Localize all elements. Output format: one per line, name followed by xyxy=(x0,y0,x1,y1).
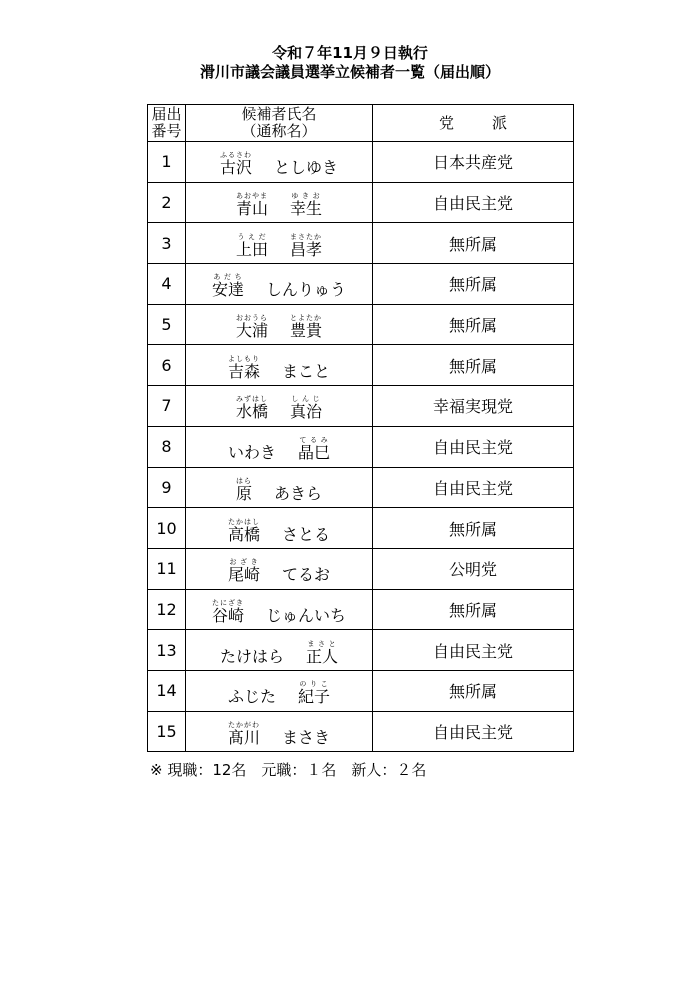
name-part: じゅんいち xyxy=(266,605,347,625)
name-part-with-furigana xyxy=(298,436,330,463)
table-row xyxy=(148,345,574,386)
candidate-table xyxy=(147,104,574,752)
candidate-party: 自由民主党 xyxy=(373,467,574,508)
name-part-with-furigana xyxy=(290,314,322,341)
candidate-number: 12 xyxy=(148,589,186,630)
table-row xyxy=(148,508,574,549)
name-part-with-furigana xyxy=(236,233,268,260)
header-name-top: 候補者氏名 xyxy=(241,105,317,123)
footnote: ※ 現職：12名 元職：１名 新人：２名 xyxy=(150,761,427,779)
name-part-with-furigana xyxy=(236,395,268,422)
name-part-with-furigana xyxy=(228,721,260,748)
furigana: はら xyxy=(235,476,252,485)
name-part-with-furigana xyxy=(228,518,260,545)
furigana: てるみ xyxy=(298,436,330,445)
name-part-with-furigana xyxy=(306,640,338,667)
candidate-party: 無所属 xyxy=(373,304,574,345)
candidate-party: 自由民主党 xyxy=(373,711,574,752)
table-row xyxy=(148,548,574,589)
header-party xyxy=(373,105,574,142)
candidate-party: 無所属 xyxy=(373,223,574,264)
name-kanji: 真治 xyxy=(290,402,323,422)
furigana: たかはし xyxy=(227,517,260,526)
name-part: てるお xyxy=(282,565,331,585)
candidate-number: 11 xyxy=(148,548,186,589)
furigana: おおうら xyxy=(235,314,268,323)
name-kanji: 古沢 xyxy=(219,158,252,178)
table-row xyxy=(148,264,574,305)
table-row xyxy=(148,304,574,345)
name-part: さとる xyxy=(282,524,331,544)
name-kanji: 安達 xyxy=(211,280,244,300)
candidate-name xyxy=(186,467,373,508)
name-part-with-furigana xyxy=(290,192,322,219)
candidate-number: 6 xyxy=(148,345,186,386)
election-date-title: 令和７年11月９日執行 xyxy=(272,44,428,62)
candidate-number: 5 xyxy=(148,304,186,345)
name-part: たけはら xyxy=(219,646,284,666)
table-header-row xyxy=(148,105,574,142)
furigana: ゆきお xyxy=(290,192,322,201)
name-part-with-furigana xyxy=(236,314,268,341)
name-part-with-furigana xyxy=(236,477,252,504)
candidate-party: 日本共産党 xyxy=(373,142,574,183)
candidate-name xyxy=(186,670,373,711)
candidate-party: 無所属 xyxy=(373,589,574,630)
name-part-with-furigana xyxy=(298,680,330,707)
candidate-party: 幸福実現党 xyxy=(373,386,574,427)
candidate-number: 13 xyxy=(148,630,186,671)
header-name xyxy=(186,105,373,142)
furigana: あおやま xyxy=(235,192,268,201)
candidate-name-wrap xyxy=(220,151,338,178)
candidate-number: 14 xyxy=(148,670,186,711)
candidate-party: 無所属 xyxy=(373,508,574,549)
furigana: まさと xyxy=(306,639,338,648)
name-kanji: 青山 xyxy=(235,199,268,219)
candidate-name-wrap xyxy=(212,599,346,626)
name-part-with-furigana xyxy=(228,355,260,382)
name-kanji: 吉森 xyxy=(227,361,260,381)
name-kanji: 豊貴 xyxy=(290,321,323,341)
name-part-with-furigana xyxy=(228,558,260,585)
name-part-with-furigana xyxy=(220,151,252,178)
header-number-top: 届出 xyxy=(151,105,182,123)
candidate-party: 自由民主党 xyxy=(373,426,574,467)
name-kanji: 髙川 xyxy=(227,727,260,747)
candidate-name xyxy=(186,264,373,305)
candidate-number: 9 xyxy=(148,467,186,508)
name-part-with-furigana xyxy=(236,192,268,219)
candidate-name xyxy=(186,345,373,386)
candidate-party: 無所属 xyxy=(373,670,574,711)
name-kanji: 大浦 xyxy=(235,321,268,341)
furigana: たかがわ xyxy=(227,720,260,729)
candidate-name xyxy=(186,304,373,345)
header-number-bottom: 番号 xyxy=(151,122,182,140)
header-name-bottom: （通称名） xyxy=(241,122,317,140)
table-row xyxy=(148,182,574,223)
name-part-with-furigana xyxy=(290,395,322,422)
name-kanji: 幸生 xyxy=(290,199,323,219)
name-part: しんりゅう xyxy=(266,280,347,300)
name-part: としゆき xyxy=(274,158,339,178)
candidate-name xyxy=(186,630,373,671)
candidate-name xyxy=(186,548,373,589)
candidate-number: 8 xyxy=(148,426,186,467)
table-row xyxy=(148,670,574,711)
candidate-number: 15 xyxy=(148,711,186,752)
name-part: いわき xyxy=(227,443,276,463)
candidate-name-wrap xyxy=(236,395,322,422)
header-number xyxy=(148,105,186,142)
name-kanji: 上田 xyxy=(235,239,268,259)
candidate-name-wrap xyxy=(228,721,330,748)
candidate-name-wrap xyxy=(228,436,330,463)
table-row xyxy=(148,589,574,630)
candidate-name-wrap xyxy=(236,477,322,504)
furigana: おざき xyxy=(227,558,260,567)
candidate-name-wrap xyxy=(236,233,322,260)
name-kanji: 水橋 xyxy=(235,402,268,422)
candidate-party: 無所属 xyxy=(373,264,574,305)
table-row xyxy=(148,386,574,427)
name-kanji: 紀子 xyxy=(298,687,331,707)
name-part: あきら xyxy=(274,483,323,503)
name-part: まこと xyxy=(282,361,331,381)
candidate-name xyxy=(186,508,373,549)
furigana: たにざき xyxy=(211,598,244,607)
candidate-name-wrap xyxy=(228,680,330,707)
candidate-name xyxy=(186,386,373,427)
candidate-list-title: 滑川市議会議員選挙立候補者一覧（届出順） xyxy=(199,63,500,81)
candidate-number: 4 xyxy=(148,264,186,305)
name-kanji: 谷崎 xyxy=(211,605,244,625)
name-part-with-furigana xyxy=(212,273,244,300)
candidate-name xyxy=(186,589,373,630)
name-kanji: 高橋 xyxy=(227,524,260,544)
candidate-party: 無所属 xyxy=(373,345,574,386)
furigana: みずはし xyxy=(235,395,268,404)
furigana: ふるさわ xyxy=(219,151,252,160)
candidate-name-wrap xyxy=(220,640,338,667)
furigana: とよたか xyxy=(290,314,323,323)
candidate-name xyxy=(186,711,373,752)
header-party-b: 派 xyxy=(492,113,508,132)
candidate-name xyxy=(186,182,373,223)
name-part-with-furigana xyxy=(212,599,244,626)
candidate-rows xyxy=(148,142,574,752)
candidate-name-wrap xyxy=(236,314,322,341)
candidate-party: 自由民主党 xyxy=(373,182,574,223)
furigana: うえだ xyxy=(235,232,268,241)
table-row xyxy=(148,223,574,264)
candidate-name-wrap xyxy=(228,518,330,545)
name-part-with-furigana xyxy=(290,233,322,260)
candidate-number: 1 xyxy=(148,142,186,183)
candidate-party: 自由民主党 xyxy=(373,630,574,671)
furigana: しんじ xyxy=(290,395,322,404)
candidate-name xyxy=(186,426,373,467)
furigana: あだち xyxy=(211,273,244,282)
candidate-number: 7 xyxy=(148,386,186,427)
table-row xyxy=(148,711,574,752)
name-kanji: 原 xyxy=(235,483,252,503)
name-kanji: 晶巳 xyxy=(298,443,331,463)
candidate-name-wrap xyxy=(228,558,330,585)
candidate-number: 10 xyxy=(148,508,186,549)
name-kanji: 昌孝 xyxy=(290,239,323,259)
candidate-name-wrap xyxy=(212,273,346,300)
candidate-name-wrap xyxy=(236,192,322,219)
candidate-name xyxy=(186,223,373,264)
table-row xyxy=(148,630,574,671)
name-part: ふじた xyxy=(227,687,276,707)
candidate-name-wrap xyxy=(228,355,330,382)
furigana: のりこ xyxy=(298,680,330,689)
table-row xyxy=(148,426,574,467)
furigana: よしもり xyxy=(227,354,260,363)
candidate-number: 3 xyxy=(148,223,186,264)
name-kanji: 正人 xyxy=(306,646,339,666)
candidate-number: 2 xyxy=(148,182,186,223)
table-row xyxy=(148,467,574,508)
furigana: まさたか xyxy=(290,232,323,241)
candidate-party: 公明党 xyxy=(373,548,574,589)
table-row xyxy=(148,142,574,183)
header-party-a: 党 xyxy=(438,113,454,132)
name-part: まさき xyxy=(282,727,331,747)
name-kanji: 尾崎 xyxy=(227,565,260,585)
candidate-name xyxy=(186,142,373,183)
